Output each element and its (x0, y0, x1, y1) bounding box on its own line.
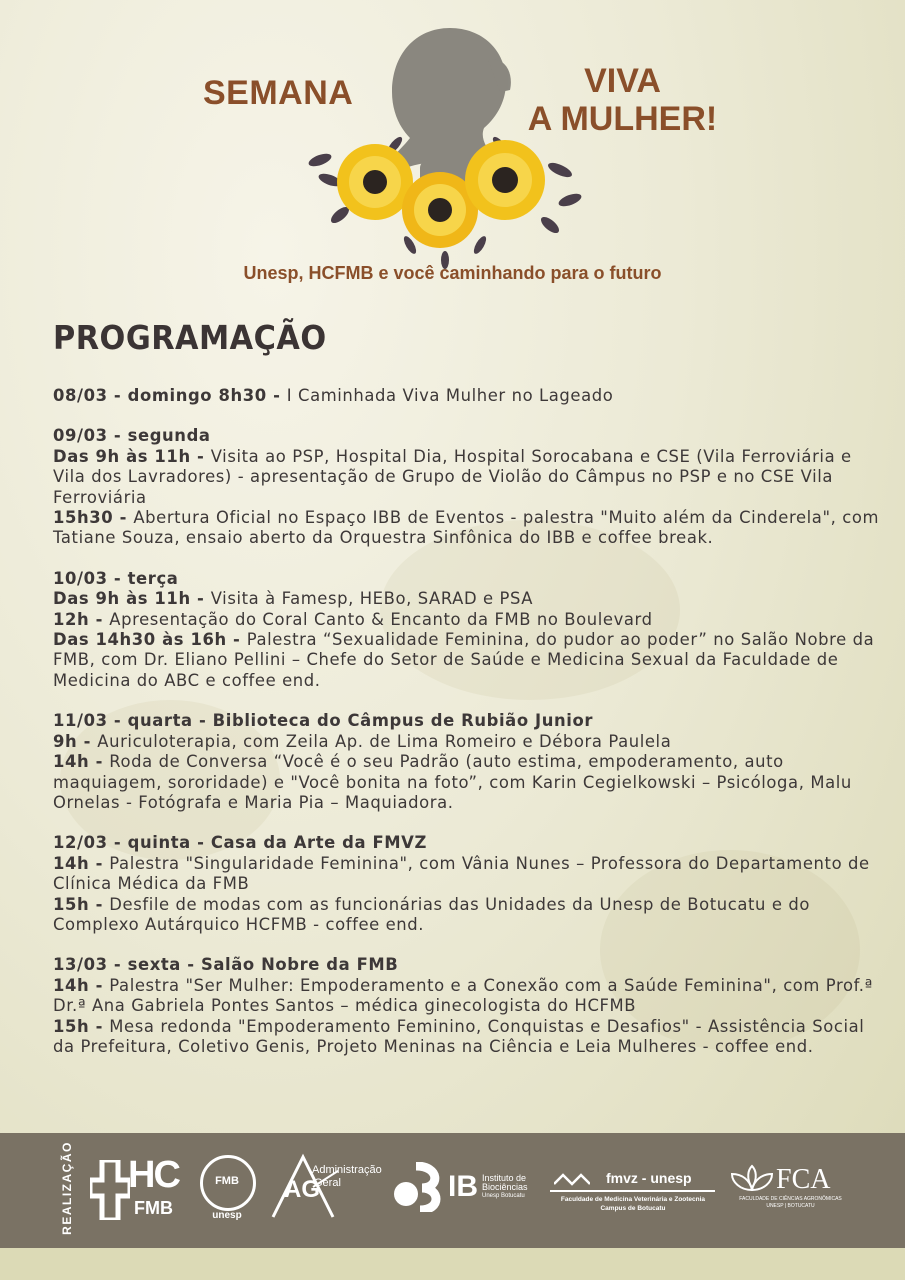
ag-line1: Administração (312, 1164, 382, 1176)
event-item (53, 630, 883, 691)
day-block-0803 (53, 386, 883, 406)
event-time: 12h - (53, 609, 110, 629)
wave-icon (554, 1172, 590, 1186)
cross-icon (90, 1160, 130, 1220)
ib-logo (392, 1162, 532, 1212)
event-item (53, 854, 883, 895)
event-item (53, 752, 883, 813)
event-item (53, 508, 883, 549)
event-text: Palestra "Singularidade Feminina", com Vânia Nunes – Professora do Departamento de Clínica Médica da FMB (53, 853, 870, 894)
seal-text: FMB (215, 1175, 239, 1187)
event-item (53, 447, 883, 508)
ib-line2: Biociências (482, 1182, 528, 1192)
event-text: Visita ao PSP, Hospital Dia, Hospital Sorocabana e CSE (Vila Ferroviária e Vila dos Lavradores) - apresentação de Grupo de Violão do Câmpus no PSP e no CSE Vila Ferroviária (53, 446, 852, 507)
event-text: Palestra “Sexualidade Feminina, do pudor ao poder” no Salão Nobre da FMB, com Dr. Eliano Pellini – Chefe do Setor de Saúde e Medicina Sexual da Faculdade de Medicina do ABC e coffee end. (53, 630, 875, 690)
fmvz-unesp-logo (548, 1170, 718, 1215)
event-text: Auriculoterapia, com Zeila Ap. de Lima Romeiro e Débora Paulela (97, 731, 672, 751)
fmb-seal-logo (198, 1153, 258, 1223)
leaf-mark-icon (730, 1164, 774, 1192)
event-time: 15h - (53, 1016, 110, 1036)
ib-line3: Unesp Botucatu (482, 1193, 525, 1199)
fmvz-divider (550, 1190, 715, 1192)
poster-header (0, 0, 905, 300)
administracao-geral-logo (268, 1150, 383, 1222)
event-time: 15h30 - (53, 508, 134, 528)
fca-line1: FACULDADE DE CIÊNCIAS AGRONÔMICAS (739, 1196, 842, 1202)
fmvz-title: fmvz - unesp (606, 1170, 692, 1186)
hc-letters: HC (128, 1154, 179, 1196)
event-time: 15h - (53, 894, 110, 914)
title-line: VIVA (584, 62, 661, 100)
day-block-1303 (53, 955, 883, 1057)
event-text: Roda de Conversa “Você é o seu Padrão (auto estima, empoderamento, auto maquiagem, sororidade) e "Você bonita na foto”, com Karin Cegielkowski – Psicóloga, Malu Ornelas - Fotógrafa e Maria Pia – Maquiadora. (53, 752, 852, 812)
event-time: Das 9h às 11h - (53, 589, 211, 609)
event-item (53, 610, 883, 630)
program-schedule (53, 386, 883, 1077)
event-item (53, 732, 883, 752)
event-time: Das 9h às 11h - (53, 446, 211, 466)
title-line: A MULHER! (527, 100, 718, 138)
event-text: Mesa redonda "Empoderamento Feminino, Conquistas e Desafios" - Assistência Social da Prefeitura, Coletivo Genis, Projeto Meninas na Ciência e Leia Mulheres - coffee end. (53, 1016, 865, 1056)
day-title-rest: I Caminhada Viva Mulher no Lageado (286, 386, 614, 405)
sunflower-icon (337, 144, 413, 220)
hcfmb-logo (90, 1156, 185, 1222)
ag-line2: Geral (314, 1177, 341, 1189)
sunflower-icon (465, 140, 545, 220)
program-heading: PROGRAMAÇÃO (53, 318, 327, 357)
day-title: 10/03 - terça (53, 568, 179, 588)
day-title: 12/03 - quinta - Casa da Arte da FMVZ (53, 833, 427, 853)
event-text: Visita à Famesp, HEBo, SARAD e PSA (210, 589, 534, 609)
day-block-0903 (53, 426, 883, 548)
ag-letters: AG (284, 1176, 320, 1203)
event-item (53, 976, 883, 1017)
day-title: 11/03 - quarta - Biblioteca do Câmpus de Rubião Junior (53, 711, 594, 731)
day-block-1003 (53, 569, 883, 691)
event-time: Das 14h30 às 16h - (53, 630, 247, 650)
event-time: 14h - (53, 975, 110, 995)
event-item (53, 589, 883, 609)
bottom-strip (0, 1248, 905, 1280)
event-text: Abertura Oficial no Espaço IBB de Eventos - palestra "Muito além da Cinderela", com Tatiane Souza, ensaio aberto da Orquestra Sinfônica do IBB e coffee break. (53, 508, 880, 548)
fmvz-line1: Faculdade de Medicina Veterinária e Zootecnia (560, 1196, 706, 1203)
day-title: 09/03 - segunda (53, 426, 211, 446)
event-time: 14h - (53, 853, 110, 873)
ib-mark-icon (392, 1162, 444, 1212)
subtitle: Unesp, HCFMB e você caminhando para o futuro (243, 263, 662, 283)
title-semana: SEMANA (203, 74, 354, 112)
woman-silhouette-flowers-illustration (300, 20, 590, 270)
fca-title: FCA (776, 1164, 831, 1195)
event-text: Desfile de modas com as funcionárias das Unidades da Unesp de Botucatu e do Complexo Autárquico HCFMB - coffee end. (53, 894, 810, 934)
event-time: 14h - (53, 752, 110, 772)
day-block-1203 (53, 833, 883, 935)
footer-label-text: REALIZAÇÃO (60, 1141, 74, 1235)
event-item (53, 1017, 883, 1058)
unesp-text: unesp (212, 1210, 242, 1221)
event-text: Apresentação do Coral Canto & Encanto da FMB no Boulevard (109, 609, 653, 629)
event-item (53, 895, 883, 936)
event-text: Palestra "Ser Mulher: Empoderamento e a Conexão com a Saúde Feminina", com Prof.ª Dr.ª Ana Gabriela Pontes Santos – médica ginecologista do HCFMB (53, 975, 873, 1016)
title-viva-a-mulher (520, 62, 725, 138)
fca-logo (728, 1160, 853, 1210)
event-time: 9h - (53, 731, 98, 751)
ib-line1: Instituto de (482, 1173, 527, 1183)
ib-letters: IB (448, 1170, 478, 1203)
fmvz-line2: Campus de Botucatu (600, 1205, 666, 1212)
fca-line2: UNESP | BOTUCATU (766, 1203, 815, 1209)
day-title: 08/03 - domingo 8h30 - (53, 386, 287, 405)
hc-sub: FMB (134, 1198, 173, 1218)
day-block-1103 (53, 711, 883, 813)
day-title: 13/03 - sexta - Salão Nobre da FMB (53, 955, 399, 975)
footer-label (52, 1135, 72, 1247)
